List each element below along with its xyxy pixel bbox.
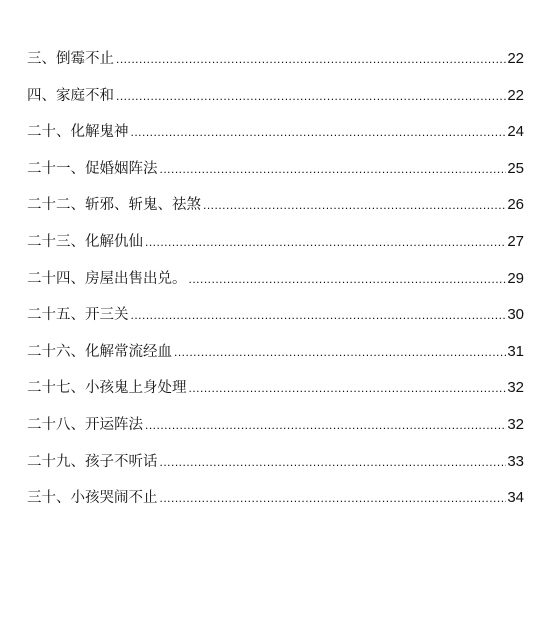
- toc-entry: [27, 267, 524, 304]
- toc-entry-title: 二十八、开运阵法: [27, 416, 143, 433]
- toc-dot-leader: [160, 455, 507, 469]
- toc-entry-title: 二十九、孩子不听话: [27, 453, 158, 470]
- toc-entry-page: 33: [507, 452, 524, 470]
- toc-entry-page: 26: [507, 196, 524, 214]
- toc-dot-leader: [116, 52, 506, 66]
- toc-entry: [27, 84, 524, 121]
- toc-entry: [27, 303, 524, 340]
- toc-entry-title: 二十一、促婚姻阵法: [27, 160, 158, 177]
- toc-dot-leader: [145, 235, 506, 249]
- toc-entry-title: 三、倒霉不止: [27, 51, 114, 67]
- toc-entry-page: 27: [507, 232, 524, 250]
- toc-entry-page: 29: [507, 269, 524, 287]
- toc-dot-leader: [160, 491, 507, 505]
- toc-dot-leader: [174, 345, 506, 359]
- toc-entry-title: 二十、化解鬼神: [27, 124, 129, 141]
- toc-dot-leader: [189, 381, 507, 395]
- toc-entry-title: 二十四、房屋出售出兑。: [27, 270, 187, 287]
- toc-entry: [27, 340, 524, 377]
- toc-entry-title: 三十、小孩哭闹不止: [27, 490, 158, 507]
- toc-entry-title: 二十三、化解仇仙: [27, 233, 143, 250]
- toc-entry: [27, 47, 524, 84]
- toc-entry-page: 24: [507, 123, 524, 141]
- toc-dot-leader: [203, 198, 506, 212]
- toc-entry: [27, 376, 524, 413]
- toc-entry-title: 二十二、斩邪、斩鬼、祛煞: [27, 197, 201, 214]
- table-of-contents: [27, 47, 524, 523]
- toc-entry-title: 二十七、小孩鬼上身处理: [27, 380, 187, 397]
- toc-dot-leader: [189, 272, 507, 286]
- toc-entry: [27, 450, 524, 487]
- toc-entry-title: 二十五、开三关: [27, 307, 129, 324]
- toc-entry: [27, 120, 524, 157]
- toc-entry-page: 25: [507, 159, 524, 177]
- toc-entry-title: 二十六、化解常流经血: [27, 343, 172, 360]
- toc-entry: [27, 193, 524, 230]
- toc-entry: [27, 486, 524, 523]
- toc-entry: [27, 230, 524, 267]
- toc-entry-page: 31: [507, 342, 524, 360]
- toc-entry-page: 30: [507, 306, 524, 324]
- toc-entry-page: 32: [507, 379, 524, 397]
- toc-dot-leader: [145, 418, 506, 432]
- toc-entry-title: 四、家庭不和: [27, 87, 114, 104]
- toc-entry-page: 22: [507, 50, 524, 67]
- toc-dot-leader: [116, 89, 506, 103]
- toc-dot-leader: [131, 308, 507, 322]
- toc-entry-page: 32: [507, 415, 524, 433]
- toc-dot-leader: [131, 125, 507, 139]
- toc-entry-page: 34: [507, 489, 524, 507]
- toc-dot-leader: [160, 162, 507, 176]
- toc-entry-page: 22: [507, 86, 524, 104]
- toc-entry: [27, 157, 524, 194]
- toc-entry: [27, 413, 524, 450]
